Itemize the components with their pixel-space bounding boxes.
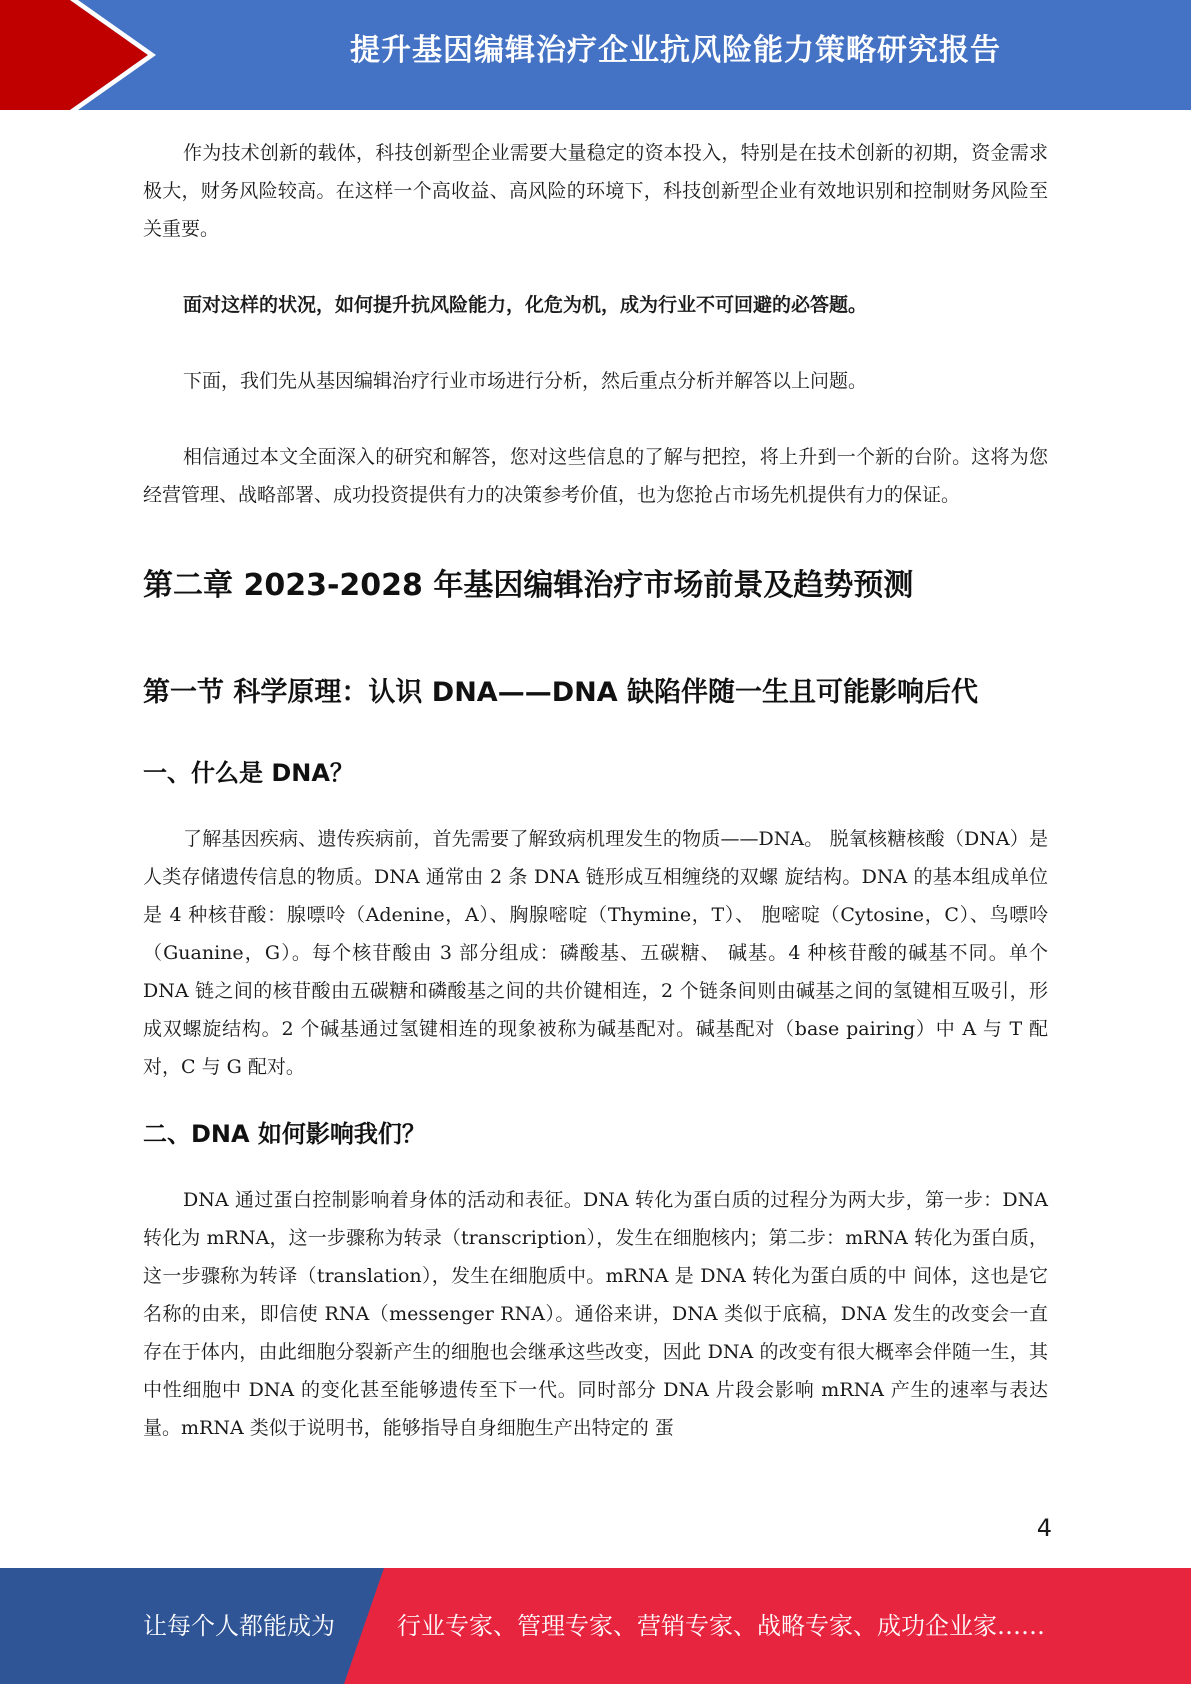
footer-slogan-right: 行业专家、管理专家、营销专家、战略专家、成功企业家…… xyxy=(397,1612,1045,1640)
footer-banner xyxy=(0,1568,1191,1684)
document-body xyxy=(143,134,1048,1447)
intro-paragraph: 作为技术创新的载体，科技创新型企业需要大量稳定的资本投入，特别是在技术创新的初期，资金需求极大，财务风险较高。在这样一个高收益、高风险的环境下，科技创新型企业有效地识别和控制财务风险至关重要。 xyxy=(143,142,1048,240)
key-question-paragraph: 面对这样的状况，如何提升抗风险能力，化危为机，成为行业不可回避的必答题。 xyxy=(183,294,868,316)
header-bar xyxy=(0,0,1191,110)
next-steps-paragraph: 下面，我们先从基因编辑治疗行业市场进行分析，然后重点分析并解答以上问题。 xyxy=(183,370,868,392)
what-is-dna-paragraph: 了解基因疾病、遗传疾病前，首先需要了解致病机理发生的物质——DNA。 脱氧核糖核酸（DNA）是人类存储遗传信息的物质。DNA 通常由 2 条 DNA 链形成互相缠绕的双螺 旋结构。DNA 的基本组成单位是 4 种核苷酸：腺嘌呤（Adenine，A）、胸腺嘧啶（Thymine，T）、 胞嘧啶（Cytosine，C）、鸟嘌呤（Guanine，G）。每个核苷酸由 3 部分组成：磷酸基、五碳糖、 碱基。4 种核苷酸的碱基不同。单个 DNA 链之间的核苷酸由五碳糖和磷酸基之间的共价键相连，2 个链条间则由碱基之间的氢键相互吸引，形成双螺旋结构。2 个碱基通过氢键相连的现象被称为碱基配对。碱基配对（base pairing）中 A 与 T 配对，C 与 G 配对。 xyxy=(143,828,1048,1078)
section-title: 第一节 科学原理：认识 DNA——DNA 缺陷伴随一生且可能影响后代 xyxy=(143,677,979,708)
belief-paragraph: 相信通过本文全面深入的研究和解答，您对这些信息的了解与把控，将上升到一个新的台阶。这将为您经营管理、战略部署、成功投资提供有力的决策参考价值，也为您抢占市场先机提供有力的保证。 xyxy=(143,446,1048,506)
footer-slogan-left: 让每个人都能成为 xyxy=(143,1612,335,1640)
report-title: 提升基因编辑治疗企业抗风险能力策略研究报告 xyxy=(350,33,1001,68)
subsection-title-what-is-dna: 一、什么是 DNA？ xyxy=(143,759,354,787)
chevron-arrow-icon xyxy=(0,0,160,110)
subsection-title-dna-effect: 二、DNA 如何影响我们？ xyxy=(143,1120,426,1148)
chapter-title: 第二章 2023-2028 年基因编辑治疗市场前景及趋势预测 xyxy=(143,568,914,603)
dna-effect-paragraph: DNA 通过蛋白控制影响着身体的活动和表征。DNA 转化为蛋白质的过程分为两大步，第一步：DNA 转化为 mRNA，这一步骤称为转录（transcription），发生在细胞核内；第二步：mRNA 转化为蛋白质，这一步骤称为转译（translation），发生在细胞质中。mRNA 是 DNA 转化为蛋白质的中 间体，这也是它名称的由来，即信使 RNA（messenger RNA）。通俗来讲，DNA 类似于底稿，DNA 发生的改变会一直存在于体内，由此细胞分裂新产生的细胞也会继承这些改变，因此 DNA 的改变有很大概率会伴随一生，其中性细胞中 DNA 的变化甚至能够遗传至下一代。同时部分 DNA 片段会影响 mRNA 产生的速率与表达量。mRNA 类似于说明书，能够指导自身细胞生产出特定的 蛋 xyxy=(143,1189,1048,1439)
page-number: 4 xyxy=(1036,1514,1052,1542)
